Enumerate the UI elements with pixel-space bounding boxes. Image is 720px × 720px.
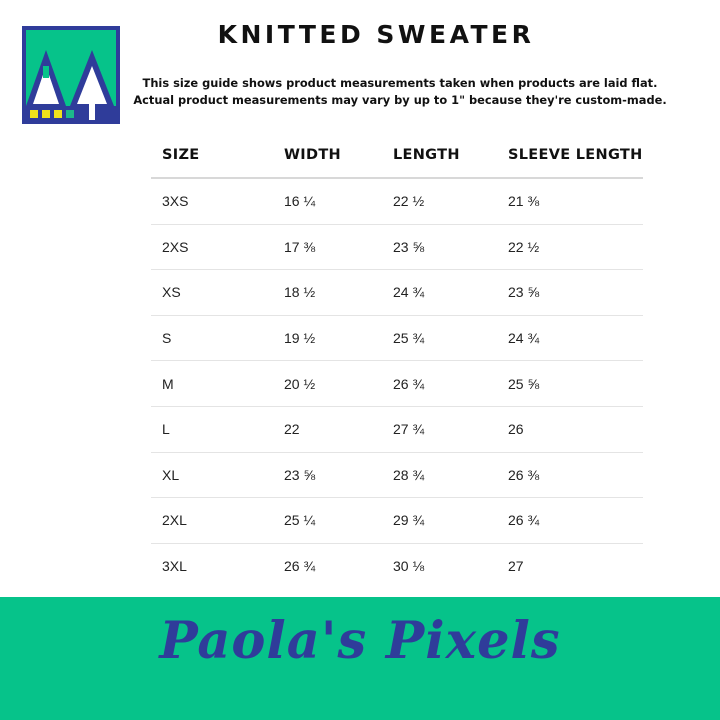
table-row: [151, 361, 643, 407]
pine-trees-logo-icon: [22, 26, 120, 124]
page-title: KNITTED SWEATER: [217, 20, 535, 49]
brand-footer: [0, 597, 720, 720]
cell-length: 29 ¾: [382, 498, 497, 544]
cell-width: 23 ⅝: [273, 452, 382, 498]
brand-logo-text: Paola's Pixels: [159, 611, 561, 671]
table-row: [151, 315, 643, 361]
cell-size: 3XL: [162, 558, 187, 575]
cell-length: 24 ¾: [382, 270, 497, 316]
cell-size: XS: [151, 270, 273, 316]
cell-size: L: [151, 406, 273, 452]
note-line-2: Actual product measurements may vary by up to 1" because they're custom-made.: [133, 93, 667, 107]
table-row: [151, 178, 643, 224]
column-header-sleeve-length: SLEEVE LENGTH: [497, 132, 643, 178]
cell-length: 27 ¾: [382, 406, 497, 452]
cell-size: S: [151, 315, 273, 361]
cell-length: 23 ⅝: [382, 224, 497, 270]
cell-sleeve-length: 22 ½: [497, 224, 643, 270]
size-guide-note: [130, 75, 670, 109]
cell-sleeve-length: 21 ⅜: [497, 178, 643, 224]
cell-sleeve-length: 24 ¾: [497, 315, 643, 361]
table-header-row: [151, 132, 643, 178]
table-row: [151, 543, 643, 588]
cell-width: 22: [273, 406, 382, 452]
table-row: [151, 270, 643, 316]
cell-width: 20 ½: [273, 361, 382, 407]
table-row: [151, 452, 643, 498]
cell-width: 25 ¼: [273, 498, 382, 544]
table-row: [151, 406, 643, 452]
size-table: [151, 132, 643, 588]
cell-size: M: [151, 361, 273, 407]
cell-length: 26 ¾: [382, 361, 497, 407]
cell-sleeve-length: 23 ⅝: [497, 270, 643, 316]
cell-sleeve-length: 26 ¾: [497, 498, 643, 544]
cell-width: 16 ¼: [273, 178, 382, 224]
cell-width: 19 ½: [273, 315, 382, 361]
cell-width: 17 ⅜: [273, 224, 382, 270]
column-header-size: SIZE: [151, 132, 273, 178]
cell-sleeve-length: 27: [508, 558, 524, 575]
column-header-width: WIDTH: [273, 132, 382, 178]
cell-size: 2XL: [151, 498, 273, 544]
cell-sleeve-length: 26 ⅜: [497, 452, 643, 498]
cell-length: 30 ⅛: [393, 558, 425, 575]
note-line-1: This size guide shows product measurements taken when products are laid flat.: [142, 76, 658, 90]
cell-length: 22 ½: [382, 178, 497, 224]
cell-length: 28 ¾: [382, 452, 497, 498]
table-row: [151, 224, 643, 270]
cell-size: XL: [151, 452, 273, 498]
column-header-length: LENGTH: [382, 132, 497, 178]
cell-length: 25 ¾: [382, 315, 497, 361]
cell-width: 26 ¾: [284, 558, 316, 575]
cell-sleeve-length: 25 ⅝: [497, 361, 643, 407]
table-row: [151, 498, 643, 544]
cell-size: 3XS: [151, 178, 273, 224]
cell-width: 18 ½: [273, 270, 382, 316]
cell-sleeve-length: 26: [497, 406, 643, 452]
cell-size: 2XS: [151, 224, 273, 270]
